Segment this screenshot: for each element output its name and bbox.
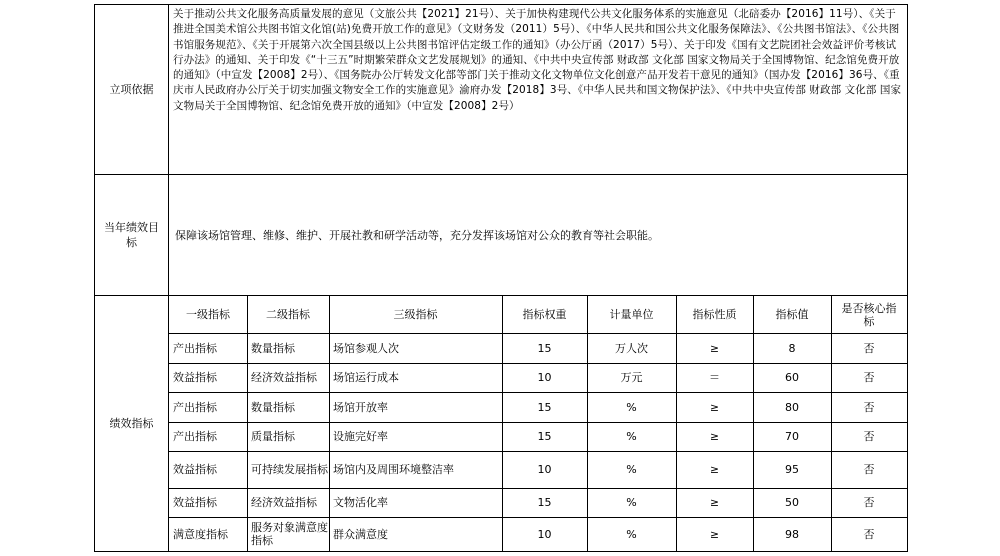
header-weight: 指标权重 bbox=[522, 308, 567, 321]
cell-nature: ≥ bbox=[709, 496, 720, 509]
performance-target-sheet bbox=[94, 4, 908, 552]
cell-value: 60 bbox=[785, 371, 799, 384]
cell-weight: 15 bbox=[537, 341, 552, 355]
table-divider bbox=[169, 392, 907, 393]
table-divider bbox=[587, 296, 588, 551]
cell-value: 95 bbox=[785, 463, 799, 476]
header-unit: 计量单位 bbox=[609, 308, 654, 321]
cell-weight: 10 bbox=[537, 371, 552, 384]
cell-core: 否 bbox=[863, 400, 875, 414]
cell-level1: 产出指标 bbox=[173, 400, 217, 414]
table-row bbox=[169, 363, 907, 392]
cell-unit: 万元 bbox=[620, 371, 643, 384]
table-divider bbox=[329, 296, 330, 551]
cell-level1: 产出指标 bbox=[173, 430, 217, 443]
table-divider bbox=[169, 333, 907, 334]
cell-level3: 场馆开放率 bbox=[333, 400, 388, 414]
cell-level2: 经济效益指标 bbox=[251, 496, 317, 509]
cell-unit: % bbox=[626, 527, 637, 541]
cell-unit: % bbox=[626, 463, 637, 476]
cell-level3: 场馆内及周围环境整洁率 bbox=[333, 463, 454, 476]
table-row bbox=[169, 451, 907, 488]
cell-core: 否 bbox=[863, 430, 875, 443]
cell-weight: 10 bbox=[537, 463, 552, 476]
cell-core: 否 bbox=[863, 527, 875, 541]
header-level3: 三级指标 bbox=[393, 308, 438, 321]
cell-level3: 场馆运行成本 bbox=[333, 371, 399, 384]
table-divider bbox=[753, 296, 754, 551]
annual-goal-text: 保障该场馆管理、维修、维护、开展社教和研学活动等，充分发挥该场馆对公众的教育等社会职能。 bbox=[169, 175, 907, 296]
header-value: 指标值 bbox=[775, 308, 809, 321]
header-level1: 一级指标 bbox=[186, 308, 230, 321]
cell-nature: ≥ bbox=[709, 463, 720, 476]
cell-nature: ≥ bbox=[709, 400, 720, 414]
cell-nature: ≥ bbox=[709, 430, 720, 443]
cell-level2: 服务对象满意度指标 bbox=[251, 521, 328, 547]
cell-level1: 满意度指标 bbox=[173, 527, 228, 541]
header-core: 是否核心指标 bbox=[841, 301, 897, 328]
cell-weight: 15 bbox=[537, 400, 552, 414]
cell-weight: 15 bbox=[537, 430, 552, 443]
cell-level3: 设施完好率 bbox=[333, 430, 388, 443]
cell-core: 否 bbox=[863, 463, 875, 476]
cell-level3: 群众满意度 bbox=[333, 527, 388, 541]
table-divider bbox=[247, 296, 248, 551]
cell-value: 80 bbox=[785, 400, 799, 414]
cell-unit: 万人次 bbox=[615, 341, 648, 355]
cell-unit: % bbox=[626, 496, 637, 509]
indicator-table bbox=[169, 296, 907, 551]
cell-level1: 效益指标 bbox=[173, 496, 217, 509]
cell-level1: 效益指标 bbox=[173, 371, 217, 384]
cell-weight: 10 bbox=[537, 527, 552, 541]
cell-level1: 产出指标 bbox=[173, 341, 217, 355]
cell-level2: 数量指标 bbox=[251, 400, 295, 414]
cell-level2: 质量指标 bbox=[251, 430, 295, 443]
cell-level2: 经济效益指标 bbox=[251, 371, 317, 384]
cell-level2: 可持续发展指标 bbox=[251, 463, 328, 476]
cell-weight: 15 bbox=[537, 496, 552, 509]
cell-value: 98 bbox=[785, 527, 799, 541]
table-row bbox=[169, 488, 907, 517]
cell-nature: ≥ bbox=[709, 341, 720, 355]
cell-value: 70 bbox=[785, 430, 799, 443]
table-divider bbox=[169, 517, 907, 518]
cell-core: 否 bbox=[863, 341, 875, 355]
table-divider bbox=[169, 451, 907, 452]
table-divider bbox=[676, 296, 677, 551]
table-row bbox=[169, 517, 907, 551]
project-basis-text: 关于推动公共文化服务高质量发展的意见（文旅公共【2021】21号）、关于加快构建现代公共文化服务体系的实施意见（北碚委办【2016】11号）、《关于推进全国美术馆公共图书馆文化馆(站)免费开放工作的意见》（文财务发（2011）5号）、《中华人民共和国公共文化服务保障法》、《公共图书馆法》、《公共图书馆服务规范》、《关于开展第六次全国县级以上公共图书馆评估定级工作的通知》（办公厅函（2017）5号）、关于印发《国有文艺院团社会效益评价考核试行办法》的通知、关于印发《“十三五”时期繁荣群众文艺发展规划》的通知、《中共中央宣传部 财政部 文化部 国家文物局关于全国博物馆、纪念馆免费开放的通知》（中宣发【2008】2号）、《国务院办公厅转发文化部等部门关于推动文化文物单位文化创意产品开发若干意见的通知》（国办发【2016】36号、《重庆市人民政府办公厅关于切实加强文物安全工作的实施意见》渝府办发【2018】3号、《中华人民共和国文物保护法》、《中共中央宣传部 财政部 文化部 国家文物局关于全国博物馆、纪念馆免费开放的通知》（中宣发【2008】2号） bbox=[169, 5, 907, 175]
table-divider bbox=[169, 422, 907, 423]
cell-core: 否 bbox=[863, 496, 875, 509]
cell-level3: 文物活化率 bbox=[333, 496, 388, 509]
table-row bbox=[169, 333, 907, 363]
cell-level1: 效益指标 bbox=[173, 463, 217, 476]
cell-value: 50 bbox=[785, 496, 799, 509]
header-nature: 指标性质 bbox=[692, 308, 737, 321]
header-level2: 二级指标 bbox=[266, 308, 310, 321]
cell-unit: % bbox=[626, 430, 637, 443]
performance-indicators-label: 绩效指标 bbox=[95, 296, 169, 551]
cell-level2: 数量指标 bbox=[251, 341, 295, 355]
cell-nature: ≥ bbox=[709, 527, 720, 541]
cell-unit: % bbox=[626, 400, 637, 414]
cell-nature: ＝ bbox=[709, 371, 720, 384]
cell-level3: 场馆参观人次 bbox=[333, 341, 399, 355]
table-divider bbox=[502, 296, 503, 551]
table-row bbox=[169, 392, 907, 422]
cell-core: 否 bbox=[863, 371, 875, 384]
table-divider bbox=[169, 363, 907, 364]
table-divider bbox=[831, 296, 832, 551]
project-basis-label: 立项依据 bbox=[95, 5, 169, 175]
cell-value: 8 bbox=[788, 341, 796, 355]
table-divider bbox=[169, 488, 907, 489]
table-row bbox=[169, 422, 907, 451]
annual-goal-label: 当年绩效目标 bbox=[95, 175, 169, 296]
